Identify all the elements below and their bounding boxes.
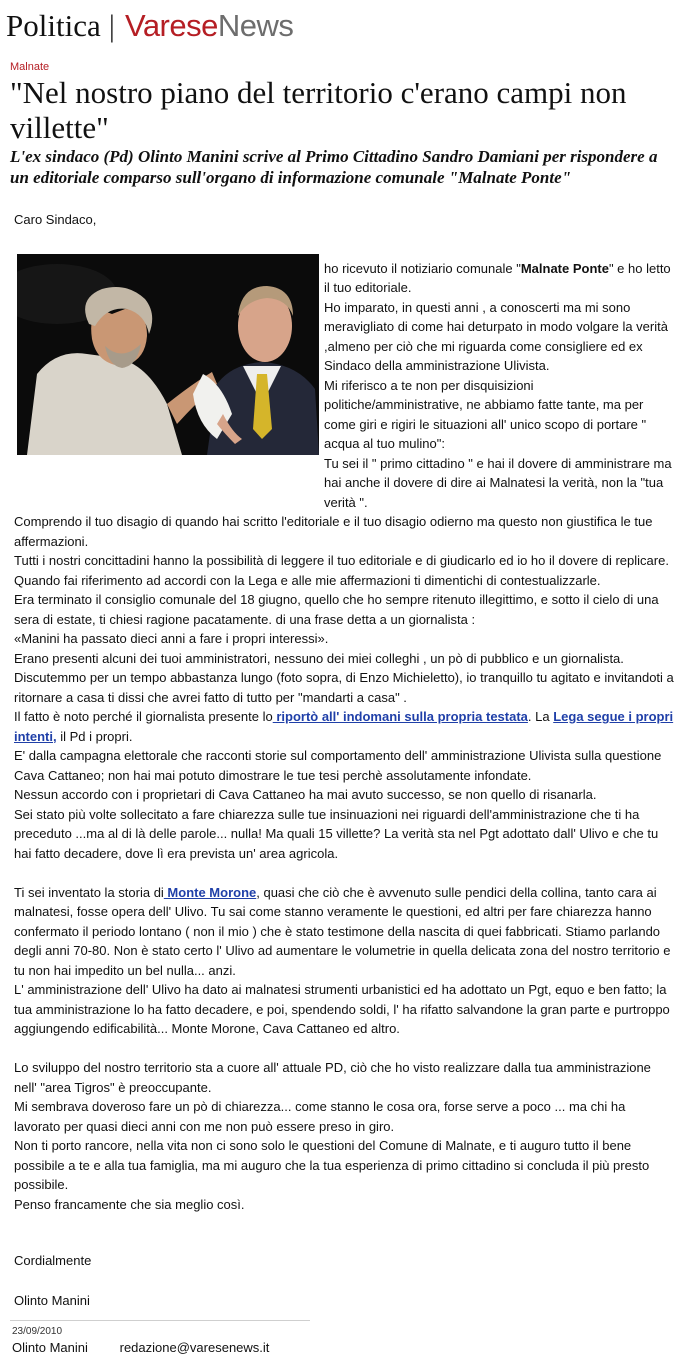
paragraph: Ho imparato, in questi anni , a conoscerti ma mi sono meravigliato di come hai deturpato in modo volgare la verità ,almeno per ciò che mi riguarda come consigliere ed ex Sindaco della amministrazione Ulivista. — [324, 299, 668, 373]
section-title: Politica — [6, 8, 101, 43]
paragraph: Mi riferisco a te non per disquisizioni politiche/amministrative, ne abbiamo fatte tante, ma per come giri e rigiri le situazioni all' unico scopo di portare " acqua al tuo mulino": — [324, 377, 647, 451]
author-name: Olinto Manini — [12, 1340, 88, 1355]
site-header — [6, 8, 293, 48]
header-separator: | — [108, 8, 115, 43]
paragraph: Erano presenti alcuni dei tuoi amministratori, nessuno dei miei colleghi , un pò di pubblico e un giornalista. Discutemmo per un tempo abbastanza lungo (foto sopra, di Enzo Michieletto), io tranquillo tu agitato e invitandoti a ritornare a casa ti dissi che avrei fatto di tutto per "mandarti a casa" . — [14, 650, 674, 705]
paragraph: Penso francamente che sia meglio così. — [14, 1196, 245, 1212]
paragraph: E' dalla campagna elettorale che racconti storie sul comportamento dell' amministrazione Ulivista sulla questione Cava Cattaneo; non hai mai potuto dimostrare le tue tesi perchè assolutamente infondate. — [14, 748, 662, 783]
article-body — [14, 210, 674, 1214]
paragraph: Sei stato più volte sollecitato a fare chiarezza sulle tue insinuazioni nei riguardi dell'amministrazione che ti ha preceduto ...ma al di là delle parole... nulla! Ma quali 15 villette? La verità sta nel Pgt adottato dall' Ulivo e che tu hai fatto decadere, dove lì era prevista un' area agricola. — [14, 806, 659, 861]
paragraph: Quando fai riferimento ad accordi con la Lega e alle mie affermazioni ti dimentichi di contestualizzarle. — [14, 572, 601, 588]
article-title: "Nel nostro piano del territorio c'erano campi non villette" — [10, 75, 627, 145]
photo-wrap-text — [14, 259, 674, 454]
footer-divider — [10, 1320, 310, 1321]
email-link[interactable]: redazione@varesenews.it — [119, 1340, 270, 1355]
closing-salutation: Cordialmente — [14, 1253, 92, 1268]
paragraph: Non ti porto rancore, nella vita non ci sono solo le questioni del Comune di Malnate, e ti auguro tutto il bene possibile a te e alla tua famiglia, ma mi auguro che la tua esperienza di primo cittadino si concluda il più presto possibile. — [14, 1138, 650, 1192]
publish-date: 23/09/2010 — [12, 1326, 63, 1337]
monte-morone-link[interactable]: Monte Morone — [163, 884, 257, 900]
paragraph: Il fatto è noto perché il giornalista presente lo riportò all' indomani sulla propria testata. La Lega segue i propri intenti, il Pd i propri. — [14, 709, 674, 744]
testata-link[interactable]: riportò all' indomani sulla propria testata — [272, 709, 528, 724]
paragraph: Mi sembrava doveroso fare un pò di chiarezza... come stanno le cosa ora, forse serve a poco ... ma chi ha lavorato per quasi dieci anni con me non può essere preso in giro. — [14, 1099, 626, 1134]
footer-byline — [12, 1340, 269, 1355]
paragraph: «Manini ha passato dieci anni a fare i propri interessi». — [14, 631, 329, 646]
paragraph: Ti sei inventato la storia di Monte Morone, quasi che ciò che è avvenuto sulle pendici della collina, tanto cara ai malnatesi, fosse opera dell' Ulivo. Tu sai come stanno veramente le questioni, ed altri per fare chiarezza hanno confermato il periodo lontano ( non il mio ) che è stato testimone della nascita di quei fabbricati. Stiamo parlando degli anni 70-80. Non è stato certo l' Ulivo ad aumentare le volumetrie in quella delicata zona del nostro territorio e tu non hai impedito un bel nulla... anzi. — [14, 884, 671, 978]
article-subtitle: L'ex sindaco (Pd) Olinto Manini scrive al Primo Cittadino Sandro Damiani per rispondere a un editoriale comparso sull'organo di informazione comunale "Malnate Ponte" — [10, 147, 658, 187]
signature: Olinto Manini — [14, 1293, 90, 1308]
paragraph: L' amministrazione dell' Ulivo ha dato ai malnatesi strumenti urbanistici ed ha adottato un Pgt, equo e ben fatto; la tua amministrazione lo ha fatto decadere, e poi, spendendo soldi, l' ha rifatto salvandone la gran parte e purtroppo aggiungendo edificabilità... Monte Morone, Cava Cattaneo ed altro. — [14, 982, 670, 1036]
paragraph: Lo sviluppo del nostro territorio sta a cuore all' attuale PD, ciò che ho visto realizzare dalla tua amministrazione nell' "area Tigros" è preoccupante. — [14, 1060, 651, 1095]
paragraph: Comprendo il tuo disagio di quando hai scritto l'editoriale e il tuo disagio odierno ma questo non giustifica le tue affermazioni. — [14, 514, 653, 549]
paragraph: ho ricevuto il notiziario comunale "Malnate Ponte" e ho letto il tuo editoriale. — [324, 260, 671, 295]
article-category: Malnate — [10, 61, 50, 73]
closing-block — [14, 1251, 91, 1310]
paragraph: Era terminato il consiglio comunale del 18 giugno, quello che ho sempre ritenuto illegittimo, e sotto il cielo di una sera di estate, ti chiesi ragione pacatamente. di una frase detta a un giornalista : — [14, 592, 659, 627]
paragraph: Nessun accordo con i proprietari di Cava Cattaneo ha mai avuto successo, se non quello di risanarla. — [14, 787, 597, 802]
lega-link[interactable]: Lega segue i propri intenti, — [14, 709, 674, 744]
varesenews-logo[interactable]: VareseNews — [124, 8, 294, 43]
paragraph: Tutti i nostri concittadini hanno la possibilità di leggere il tuo editoriale e di giudicarlo ed io ho il dovere di replicare. — [14, 553, 669, 568]
greeting: Caro Sindaco, — [14, 212, 97, 227]
paragraph: Tu sei il " primo cittadino " e hai il dovere di amministrare ma hai anche il dovere di dire ai Malnatesi la verità, non la "tua verità ". — [324, 455, 672, 510]
